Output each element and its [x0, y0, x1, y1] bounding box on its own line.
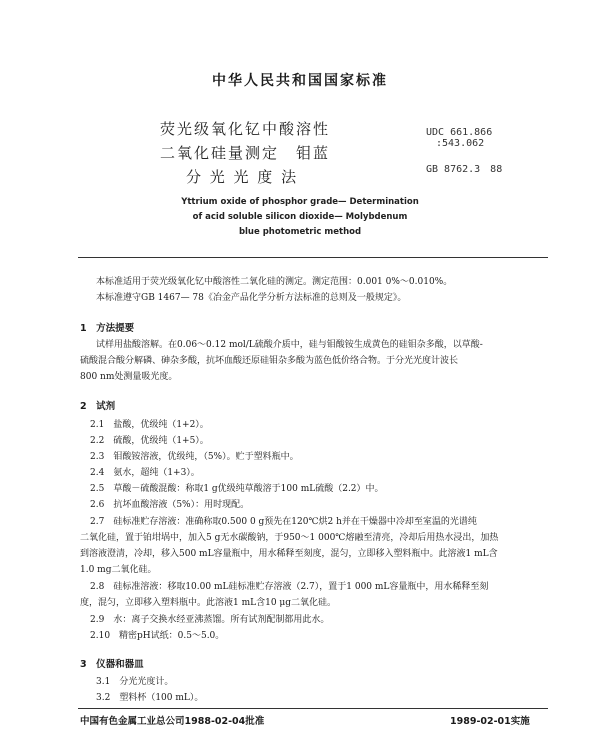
reagent-item: 2.2 硫酸，优级纯（1+5）。 [90, 436, 209, 446]
section-1-line: 800 nm处测量吸光度。 [80, 372, 178, 382]
reagent-item: 2.5 草酸－硫酸混酸：称取1 g优级纯草酸溶于100 mL硫酸（2.2）中。 [90, 484, 384, 494]
section-3-heading: 3 仪器和器皿 [80, 659, 144, 670]
document-title-line-1: 荧光级氧化钇中酸溶性 [160, 120, 331, 138]
section-1-heading: 1 方法提要 [80, 323, 135, 334]
approval-notice: 中国有色金属工业总公司1988-02-04批准 [80, 716, 265, 727]
document-title-line-3: 分 光 光 度 法 [186, 168, 299, 186]
reagent-item: 2.10 精密pH试纸：0.5～5.0。 [90, 631, 225, 641]
reagent-2-8-line: 2.8 硅标准溶液：移取10.00 mL硅标准贮存溶液（2.7），置于1 000 mL容量瓶中，用水稀释至刻 [90, 582, 489, 592]
reagent-2-7-line: 1.0 mg二氧化硅。 [80, 565, 157, 575]
bottom-divider [78, 708, 548, 709]
udc-code-line-2: :543.062 [436, 138, 485, 149]
section-1-line: 试样用盐酸溶解。在0.06～0.12 mol/L硫酸介质中，硅与钼酸铵生成黄色的硅钼杂多酸，以草酸- [96, 340, 483, 350]
english-title-line-3: blue photometric method [238, 227, 362, 237]
implementation-date: 1989-02-01实施 [450, 716, 530, 727]
instrument-item: 3.2 塑料杯（100 mL）。 [96, 693, 204, 703]
reagent-item: 2.4 氨水，超纯（1+3）。 [90, 468, 200, 478]
scope-paragraph: 本标准适用于荧光级氧化钇中酸溶性二氧化硅的测定。测定范围：0.001 0%～0.010%。 [96, 277, 453, 287]
reagent-2-7-line: 2.7 硅标准贮存溶液：准确称取0.500 0 g预先在120℃烘2 h并在干燥器中冷却至室温的光谱纯 [90, 517, 477, 527]
reagent-item: 2.1 盐酸，优级纯（1+2）。 [90, 420, 209, 430]
top-divider [78, 257, 548, 258]
section-1-line: 硫酸混合酸分解磷、砷杂多酸，抗坏血酸还原硅钼杂多酸为蓝色低价络合物。于分光光度计波长 [80, 356, 459, 366]
english-title-line-1: Yttrium oxide of phosphor grade— Determination [181, 197, 419, 207]
reagent-2-8-line: 度，混匀，立即移入塑料瓶中。此溶液1 mL含10 μg二氧化硅。 [80, 598, 337, 608]
gb-standard-number: GB 8762.3 88 [426, 164, 503, 175]
instrument-item: 3.1 分光光度计。 [96, 677, 174, 687]
reagent-item: 2.3 钼酸铵溶液，优级纯，（5%）。贮于塑料瓶中。 [90, 452, 299, 462]
english-title-line-2: of acid soluble silicon dioxide— Molybdenum [192, 212, 408, 222]
reagent-2-7-line: 到溶液澄清，冷却，移入500 mL容量瓶中，用水稀释至刻度，混匀，立即移入塑料瓶中。此溶液1 mL含 [80, 549, 498, 559]
document-title-line-2: 二氧化硅量测定 钼蓝 [160, 144, 331, 162]
section-2-heading: 2 试剂 [80, 401, 116, 412]
standard-body-heading: 中华人民共和国国家标准 [212, 73, 388, 89]
compliance-paragraph: 本标准遵守GB 1467— 78《冶金产品化学分析方法标准的总则及一般规定》。 [96, 293, 407, 303]
reagent-item: 2.9 水：离子交换水经亚沸蒸馏。所有试剂配制都用此水。 [90, 615, 330, 625]
reagent-item: 2.6 抗坏血酸溶液（5%）：用时现配。 [90, 500, 250, 510]
reagent-2-7-line: 二氧化硅，置于铂坩埚中，加入5 g无水碳酸钠，于950～1 000℃熔融至清亮，冷却后用热水浸出，加热 [80, 533, 499, 543]
udc-code-line-1: UDC 661.866 [426, 127, 493, 138]
